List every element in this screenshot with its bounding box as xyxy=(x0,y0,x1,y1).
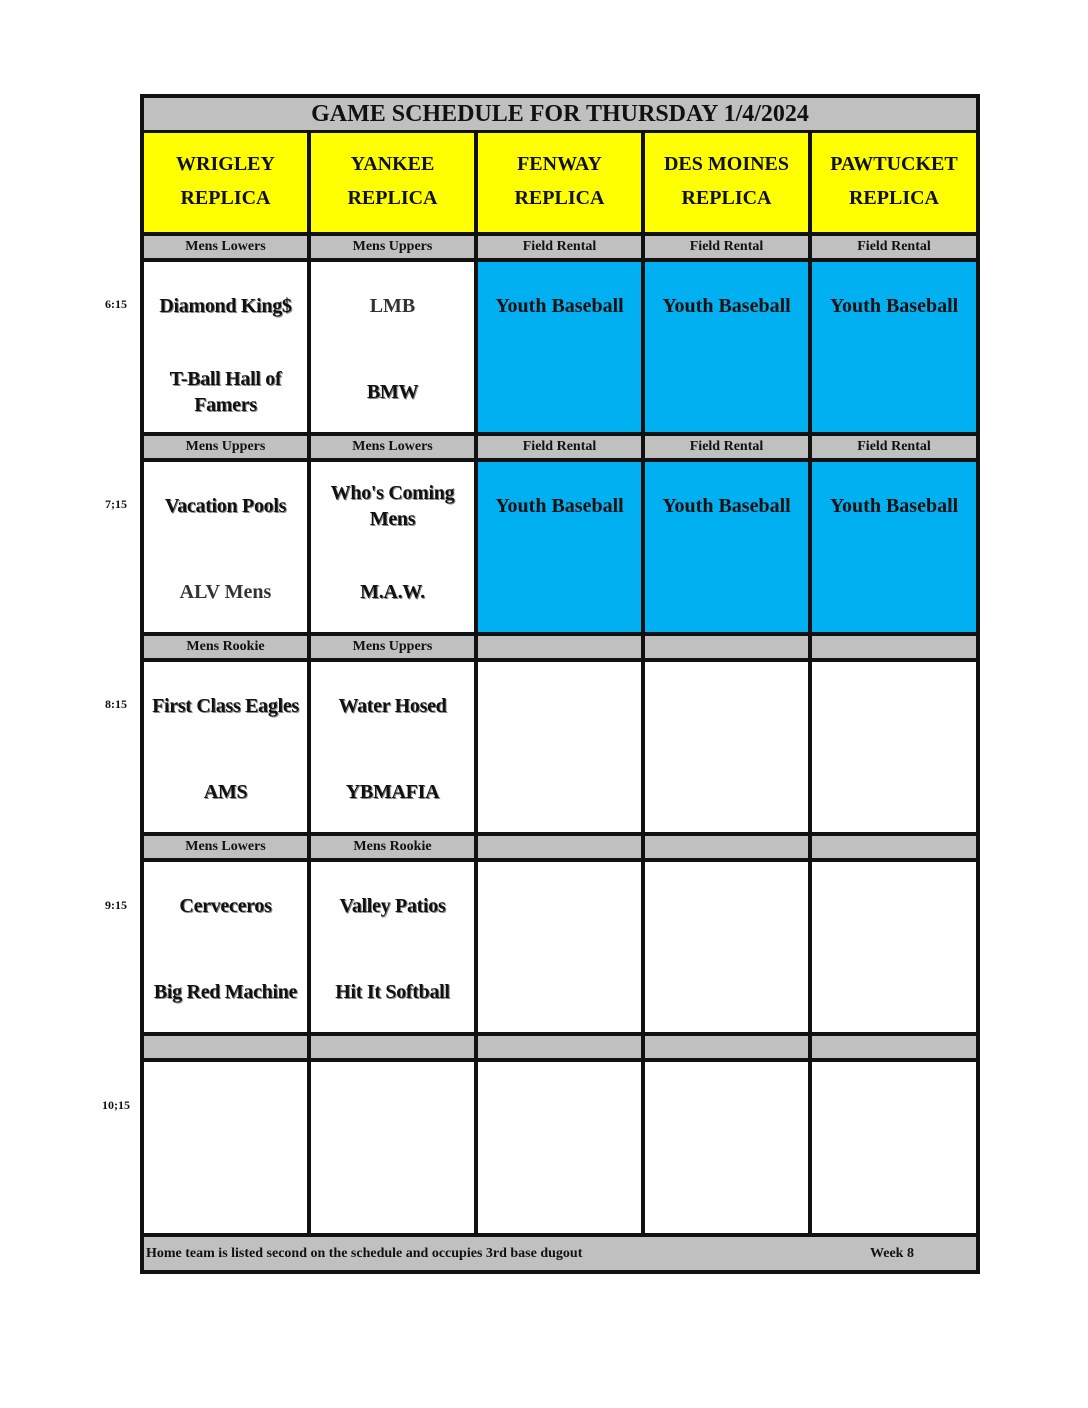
home-team-note: Home team is listed second on the schedule and occupies 3rd base dugout xyxy=(146,1245,583,1261)
team-name: Valley Patios xyxy=(339,895,446,917)
field-rental-cell xyxy=(478,262,641,432)
game-cell xyxy=(311,862,474,1032)
division-label: Field Rental xyxy=(645,236,808,258)
division-label: Field Rental xyxy=(478,436,641,458)
rental-name: Youth Baseball xyxy=(662,495,791,517)
time-label: 9:15 xyxy=(105,898,127,912)
field-header-wrigley xyxy=(144,133,307,232)
team-name: First Class Eagles xyxy=(152,695,299,717)
game-cell xyxy=(311,462,474,632)
division-label xyxy=(144,1036,307,1058)
schedule-title: GAME SCHEDULE FOR THURSDAY 1/4/2024 xyxy=(144,98,976,130)
game-cell-empty xyxy=(478,662,641,832)
team-name: Vacation Pools xyxy=(164,495,287,517)
game-cell-empty xyxy=(812,862,976,1032)
division-label: Mens Rookie xyxy=(144,636,307,658)
team-name: Who's Coming Mens xyxy=(330,482,455,530)
game-cell-empty xyxy=(645,862,808,1032)
field-name: FENWAY xyxy=(517,152,602,175)
rental-name: Youth Baseball xyxy=(829,495,959,517)
team-name: Cerveceros xyxy=(179,895,272,917)
game-cell xyxy=(311,262,474,432)
division-label xyxy=(645,1036,808,1058)
division-label xyxy=(645,836,808,858)
division-label: Field Rental xyxy=(812,236,976,258)
field-subtitle: REPLICA xyxy=(848,187,939,210)
game-cell-empty xyxy=(812,662,976,832)
division-label xyxy=(478,636,641,658)
team-name: Big Red Machine xyxy=(153,981,298,1003)
team-name: Diamond King$ xyxy=(159,295,292,317)
field-subtitle: REPLICA xyxy=(347,187,438,210)
field-rental-cell xyxy=(645,262,808,432)
field-name: YANKEE xyxy=(350,152,435,175)
field-header-fenway xyxy=(478,133,641,232)
division-label: Mens Lowers xyxy=(144,836,307,858)
team-name: AMS xyxy=(203,781,248,803)
division-label: Mens Rookie xyxy=(311,836,474,858)
team-name: ALV Mens xyxy=(179,581,272,603)
rental-name: Youth Baseball xyxy=(495,295,624,317)
game-cell-empty xyxy=(311,1062,474,1233)
game-cell xyxy=(144,862,307,1032)
game-cell xyxy=(144,462,307,632)
division-label xyxy=(645,636,808,658)
team-name: Water Hosed xyxy=(338,695,447,717)
team-name: M.A.W. xyxy=(360,581,425,603)
field-header-yankee xyxy=(311,133,474,232)
field-header-des-moines xyxy=(645,133,808,232)
division-label: Field Rental xyxy=(812,436,976,458)
field-rental-cell xyxy=(812,462,976,632)
field-subtitle: REPLICA xyxy=(180,187,271,210)
field-name: PAWTUCKET xyxy=(830,152,958,175)
schedule-footer xyxy=(144,1237,976,1270)
field-name: DES MOINES xyxy=(663,152,790,175)
time-label: 10;15 xyxy=(102,1098,130,1112)
division-label: Field Rental xyxy=(478,236,641,258)
game-cell xyxy=(144,662,307,832)
field-subtitle: REPLICA xyxy=(514,187,605,210)
division-label xyxy=(812,636,976,658)
field-name: WRIGLEY xyxy=(176,152,275,175)
team-name: LMB xyxy=(369,295,416,317)
rental-name: Youth Baseball xyxy=(495,495,624,517)
division-label xyxy=(478,1036,641,1058)
field-subtitle: REPLICA xyxy=(681,187,772,210)
game-cell xyxy=(311,662,474,832)
game-cell-empty xyxy=(478,862,641,1032)
division-label: Mens Uppers xyxy=(311,236,474,258)
division-label: Mens Lowers xyxy=(144,236,307,258)
game-cell-empty xyxy=(478,1062,641,1233)
division-label: Mens Uppers xyxy=(144,436,307,458)
game-cell-empty xyxy=(144,1062,307,1233)
time-label: 8:15 xyxy=(105,697,127,711)
division-label xyxy=(311,1036,474,1058)
field-rental-cell xyxy=(812,262,976,432)
time-label: 7;15 xyxy=(105,497,127,511)
field-rental-cell xyxy=(478,462,641,632)
division-label xyxy=(478,836,641,858)
division-label xyxy=(812,1036,976,1058)
time-label: 6:15 xyxy=(105,297,127,311)
division-label: Field Rental xyxy=(645,436,808,458)
team-name: BMW xyxy=(366,381,419,403)
division-label xyxy=(812,836,976,858)
field-rental-cell xyxy=(645,462,808,632)
week-label: Week 8 xyxy=(870,1245,914,1261)
field-header-pawtucket xyxy=(812,133,976,232)
game-cell-empty xyxy=(812,1062,976,1233)
game-cell-empty xyxy=(645,1062,808,1233)
team-name: Hit It Softball xyxy=(335,981,450,1003)
division-label: Mens Uppers xyxy=(311,636,474,658)
team-name: YBMAFIA xyxy=(345,781,440,803)
team-name: T-Ball Hall of Famers xyxy=(169,368,282,416)
division-label: Mens Lowers xyxy=(311,436,474,458)
game-cell xyxy=(144,262,307,432)
rental-name: Youth Baseball xyxy=(829,295,959,317)
rental-name: Youth Baseball xyxy=(662,295,791,317)
game-cell-empty xyxy=(645,662,808,832)
